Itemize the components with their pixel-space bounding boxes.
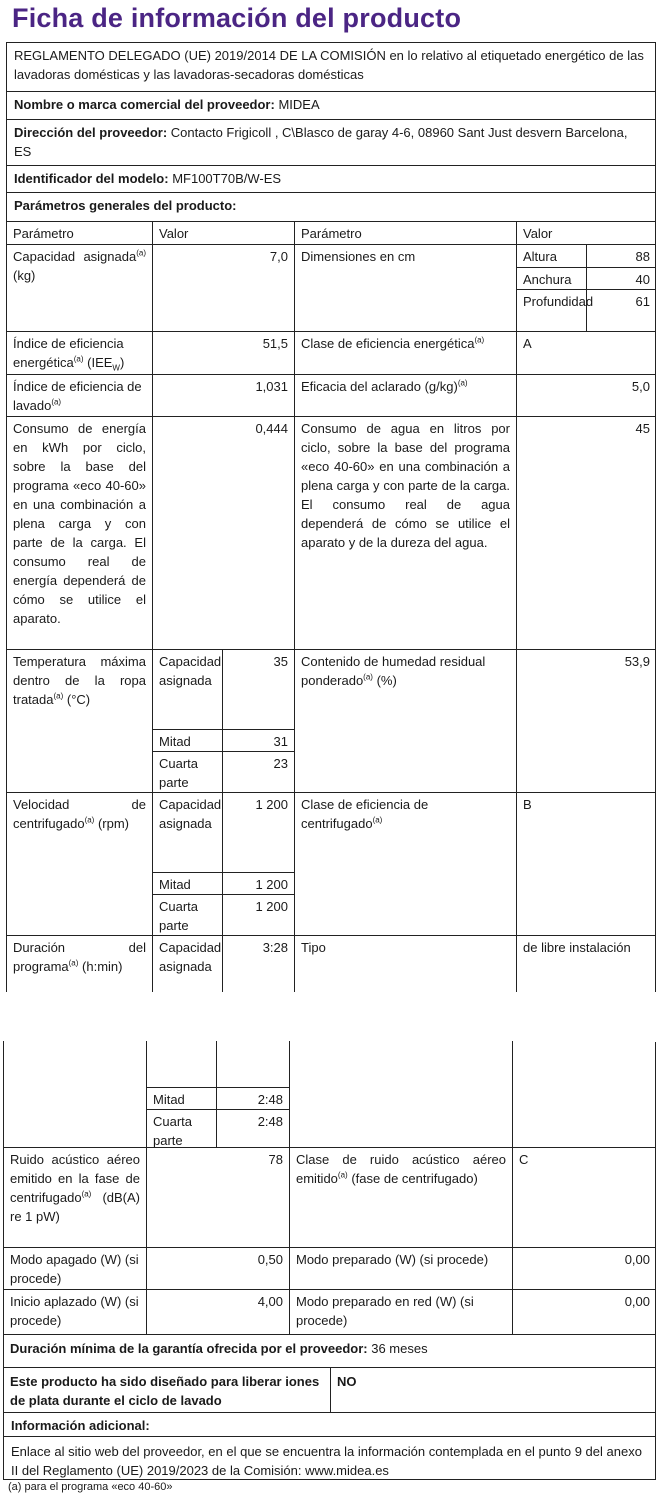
- temperature-rated-label: Capacidad asignada: [152, 649, 222, 729]
- footnote-mark: (a): [363, 672, 373, 682]
- page-title: Ficha de información del producto: [12, 3, 462, 33]
- capacity-label: [6, 244, 152, 331]
- silver-row: [4, 1367, 655, 1412]
- footnote-mark: (a): [474, 335, 485, 345]
- wash-index-value: 1,031: [152, 374, 294, 416]
- temperature-quarter-label: Cuarta parte: [152, 751, 222, 792]
- rinse-text: Eficacia del aclarado (g/kg): [301, 379, 458, 394]
- footnote: (a) para el programa «eco 40-60»: [8, 1481, 173, 1493]
- moisture-value: 53,9: [516, 649, 656, 792]
- type-label-continued: [289, 1041, 512, 1147]
- spin-half-label: Mitad: [152, 872, 222, 894]
- wash-index-label: [6, 374, 152, 416]
- warranty-row: [3, 1334, 656, 1367]
- model-value: MF100T70B/W-ES: [172, 171, 282, 186]
- capacity-value: 7,0: [152, 244, 294, 331]
- spin-speed-label: [6, 792, 152, 935]
- temperature-half-label: Mitad: [152, 729, 222, 751]
- spin-quarter-value: 1 200: [222, 894, 294, 935]
- warranty-value: 36 meses: [371, 1341, 428, 1356]
- link-row: [4, 1437, 655, 1481]
- duration-rated-label: Capacidad asignada: [152, 935, 222, 995]
- eei-unit: (IEE: [87, 355, 113, 370]
- header-param-2: Parámetro: [294, 221, 516, 244]
- noise-value: 78: [146, 1147, 289, 1247]
- energy-class-value: A: [516, 331, 656, 374]
- duration-rated-value-continued: [216, 1041, 289, 1087]
- delay-start-value: 4,00: [146, 1289, 289, 1334]
- params-table: [7, 221, 655, 981]
- spin-class-label: [294, 792, 516, 935]
- general-params-heading: [7, 193, 655, 221]
- water-consumption-label: Consumo de agua en litros por ciclo, sobre la base del programa «eco 40-60» en una combinación a plena carga y con parte de la carga. El consumo real de agua dependerá de cómo se utilice el aparato y de la dureza del agua.: [294, 416, 516, 649]
- capacity-unit: (kg): [13, 268, 36, 283]
- depth-label: Profundidad: [516, 289, 586, 331]
- product-sheet-bottom: [3, 1042, 656, 1480]
- temperature-half-value: 31: [222, 729, 294, 751]
- standby-label: Modo preparado (W) (si procede): [289, 1247, 512, 1289]
- type-label: Tipo: [294, 935, 516, 995]
- temperature-rated-value: 35: [222, 649, 294, 729]
- duration-half-label: Mitad: [146, 1087, 216, 1109]
- energy-class-text: Clase de eficiencia energética: [301, 336, 475, 351]
- spin-class-text: Clase de eficiencia de centrifugado: [301, 797, 429, 831]
- warranty-label: Duración mínima de la garantía ofrecida por el proveedor:: [10, 1341, 368, 1356]
- address-value: Contacto Frigicoll , C\Blasco de garay 4-6, 08960 Sant Just desvern Barcelona, ES: [14, 125, 628, 159]
- spin-rated-label: Capacidad asignada: [152, 792, 222, 872]
- header-value-2: Valor: [516, 221, 656, 244]
- duration-rated-value: 3:28: [222, 935, 294, 995]
- footnote-mark: (a): [372, 815, 383, 825]
- temperature-quarter-value: 23: [222, 751, 294, 792]
- spin-half-value: 1 200: [222, 872, 294, 894]
- off-mode-label: Modo apagado (W) (si procede): [3, 1247, 146, 1289]
- regulation-label: REGLAMENTO DELEGADO (UE) 2019/2014 DE LA COMISIÓN en lo relativo al etiquetado energético de las lavadoras domésticas y las lavadoras-secadoras domésticas: [14, 48, 644, 82]
- footnote-mark: (a): [84, 815, 95, 825]
- regulation-text: [7, 43, 655, 92]
- footnote-mark: (a): [51, 397, 62, 407]
- network-standby-value: 0,00: [512, 1289, 656, 1334]
- model-row: [7, 166, 655, 193]
- temperature-label: [6, 649, 152, 792]
- footnote-mark: (a): [53, 691, 64, 701]
- address-row: [7, 120, 655, 166]
- noise-unit: (dB(A) re 1 pW): [10, 1190, 140, 1224]
- footnote-mark: (a): [73, 354, 84, 364]
- spin-rated-value: 1 200: [222, 792, 294, 872]
- duration-half-value: 2:48: [216, 1087, 289, 1109]
- water-consumption-value: 45: [516, 416, 656, 649]
- type-value: de libre instalación: [516, 935, 656, 995]
- type-value-continued: [512, 1041, 656, 1147]
- delay-start-label: Inicio aplazado (W) (si procede): [3, 1289, 146, 1334]
- eei-label: Índice de eficiencia energética$^{(a)}$ $(IEE_W)$: [6, 331, 152, 374]
- eei-value: 51,5: [152, 331, 294, 374]
- duration-label-continued: [3, 1041, 146, 1147]
- height-value: 88: [586, 244, 656, 267]
- silver-label: Este producto ha sido diseñado para liberar iones de plata durante el ciclo de lavado: [3, 1367, 330, 1412]
- additional-info-heading: [4, 1412, 655, 1437]
- model-label: Identificador del modelo:: [14, 171, 169, 186]
- off-mode-value: 0,50: [146, 1247, 289, 1289]
- duration-quarter-label: Cuarta parte: [146, 1109, 216, 1147]
- footnote-mark: (a): [68, 958, 79, 968]
- footnote-mark: (a): [136, 248, 146, 258]
- duration-label: [6, 935, 152, 995]
- additional-info-label: Información adicional:: [11, 1418, 150, 1433]
- wash-index-text: Índice de eficiencia de lavado: [13, 379, 142, 413]
- address-label: Dirección del proveedor:: [14, 125, 168, 140]
- footnote-mark: (a): [337, 1170, 348, 1180]
- spin-quarter-label: Cuarta parte: [152, 894, 222, 935]
- general-params-label: Parámetros generales del producto:: [14, 198, 237, 213]
- energy-consumption-label: Consumo de energía en kWh por ciclo, sobre la base del programa «eco 40-60» en una combinación a plena carga y con parte de la carga. El consumo real de energía dependerá de cómo se utilice el aparato.: [6, 416, 152, 649]
- duration-unit: (h:min): [82, 959, 123, 974]
- supplier-value: MIDEA: [278, 97, 320, 112]
- depth-value: 61: [586, 289, 656, 331]
- spin-class-value: B: [516, 792, 656, 935]
- noise-label: [3, 1147, 146, 1247]
- product-sheet-top: [6, 42, 656, 992]
- noise-class-label: [289, 1147, 512, 1247]
- rinse-label: [294, 374, 516, 416]
- link-text: Enlace al sitio web del proveedor, en el que se encuentra la información contemplada en el punto 9 del anexo II del Reglamento (UE) 2019/2023 de la Comisión:: [11, 1444, 642, 1478]
- spin-speed-unit: (rpm): [97, 816, 130, 831]
- duration-quarter-value: 2:48: [216, 1109, 289, 1147]
- moisture-label: [294, 649, 516, 792]
- temperature-unit: (°C): [66, 692, 91, 707]
- supplier-label: Nombre o marca comercial del proveedor:: [14, 97, 275, 112]
- params-table-continued: [4, 1042, 655, 1367]
- duration-text: Duración del programa: [13, 940, 146, 974]
- supplier-row: [7, 92, 655, 120]
- energy-class-label: [294, 331, 516, 374]
- supplier-website-link[interactable]: www.midea.es: [305, 1463, 389, 1478]
- temperature-text: Temperatura máxima dentro de la ropa tratada: [13, 654, 146, 707]
- height-label: Altura: [516, 244, 586, 267]
- moisture-text: Contenido de humedad residual ponderado: [301, 654, 486, 688]
- eei-unit-sub: W: [112, 363, 120, 373]
- moisture-unit: (%): [376, 673, 397, 688]
- page-break: [0, 992, 660, 1042]
- silver-value: NO: [330, 1367, 656, 1412]
- header-value-1: Valor: [152, 221, 294, 244]
- width-value: 40: [586, 267, 656, 289]
- noise-text: Ruido acústico aéreo emitido en la fase de centrifugado: [10, 1152, 140, 1205]
- dimensions-label: Dimensiones en cm: [294, 244, 516, 331]
- noise-class-unit: (fase de centrifugado): [351, 1171, 478, 1186]
- duration-rated-label-continued: [146, 1041, 216, 1087]
- network-standby-label: Modo preparado en red (W) (si procede): [289, 1289, 512, 1334]
- footnote-mark: (a): [457, 378, 468, 388]
- header-param-1: Parámetro: [6, 221, 152, 244]
- noise-class-text: Clase de ruido acústico aéreo emitido: [296, 1152, 506, 1186]
- energy-consumption-value: 0,444: [152, 416, 294, 649]
- standby-value: 0,00: [512, 1247, 656, 1289]
- capacity-text: Capacidad asignada: [13, 249, 137, 264]
- width-label: Anchura: [516, 267, 586, 289]
- spin-speed-text: Velocidad de centrifugado: [13, 797, 146, 831]
- eei-text: Índice de eficiencia energética: [13, 336, 124, 370]
- footnote-mark: (a): [81, 1189, 92, 1199]
- rinse-value: 5,0: [516, 374, 656, 416]
- noise-class-value: C: [512, 1147, 656, 1247]
